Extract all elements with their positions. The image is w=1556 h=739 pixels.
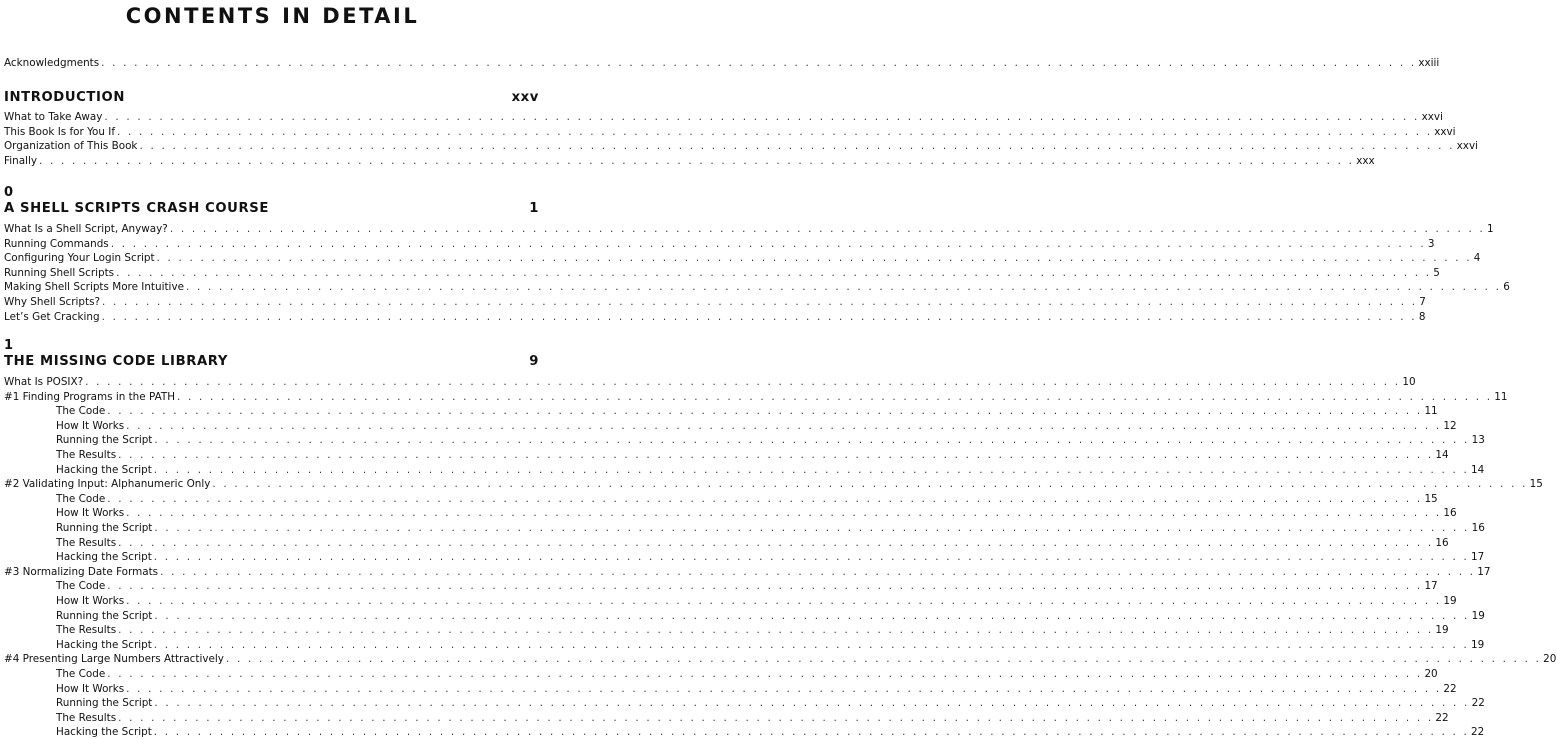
dot-leader: . . . . . . . . . . . . . . . . . . . . . . . . . . . . . . . . . . . . . . . . . . . . . . . . . . . . . . . . . . . . . . . . . . . . . . . . . . . . . . . . . . . . . . . . . . . . . . . . . . . . . . . . . . . . . . . . . . . . . . . . — [212, 478, 1528, 491]
dot-leader: . . . . . . . . . . . . . . . . . . . . . . . . . . . . . . . . . . . . . . . . . . . . . . . . . . . . . . . . . . . . . . . . . . . . . . . . . . . . . . . . . . . . . . . . . . . . . . . . . . . . . . . . . . . . . . . . . . . . . . . . — [156, 252, 1472, 265]
toc-entry[interactable] — [56, 419, 1457, 433]
section-heading-page: 9 — [529, 354, 539, 369]
dot-leader: . . . . . . . . . . . . . . . . . . . . . . . . . . . . . . . . . . . . . . . . . . . . . . . . . . . . . . . . . . . . . . . . . . . . . . . . . . . . . . . . . . . . . . . . . . . . . . . . . . . . . . . . . . . . . . . . . . . . . . . . — [116, 266, 1432, 279]
dot-leader: . . . . . . . . . . . . . . . . . . . . . . . . . . . . . . . . . . . . . . . . . . . . . . . . . . . . . . . . . . . . . . . . . . . . . . . . . . . . . . . . . . . . . . . . . . . . . . . . . . . . . . . . . . . . . . . . . . . . . . . . — [225, 653, 1542, 666]
toc-entry-page: 22 — [1435, 711, 1449, 724]
toc-entry-label: The Code — [56, 492, 106, 505]
toc-entry-label: #4 Presenting Large Numbers Attractively — [4, 653, 224, 666]
dot-leader: . . . . . . . . . . . . . . . . . . . . . . . . . . . . . . . . . . . . . . . . . . . . . . . . . . . . . . . . . . . . . . . . . . . . . . . . . . . . . . . . . . . . . . . . . . . . . . . . . . . . . . . . . . . . . . . . . . . . . . . . — [118, 711, 1434, 724]
toc-entry-label: Making Shell Scripts More Intuitive — [4, 281, 184, 294]
toc-entry[interactable] — [56, 594, 1457, 608]
toc-entry-page: 14 — [1470, 463, 1485, 476]
toc-entry-page: xxx — [1356, 154, 1375, 167]
toc-entry-label: The Results — [56, 624, 117, 637]
toc-entry[interactable] — [4, 266, 1440, 280]
dot-leader: . . . . . . . . . . . . . . . . . . . . . . . . . . . . . . . . . . . . . . . . . . . . . . . . . . . . . . . . . . . . . . . . . . . . . . . . . . . . . . . . . . . . . . . . . . . . . . . . . . . . . . . . . . . . . . . . . . . . . . . . — [185, 281, 1502, 294]
toc-entry[interactable] — [4, 56, 1440, 70]
section-heading[interactable] — [4, 90, 539, 106]
dot-leader: . . . . . . . . . . . . . . . . . . . . . . . . . . . . . . . . . . . . . . . . . . . . . . . . . . . . . . . . . . . . . . . . . . . . . . . . . . . . . . . . . . . . . . . . . . . . . . . . . . . . . . . . . . . . . . . . . . . . . . . . — [153, 551, 1469, 564]
dot-leader: . . . . . . . . . . . . . . . . . . . . . . . . . . . . . . . . . . . . . . . . . . . . . . . . . . . . . . . . . . . . . . . . . . . . . . . . . . . . . . . . . . . . . . . . . . . . . . . . . . . . . . . . . . . . . . . . . . . . . . . . — [139, 140, 1455, 153]
toc-entry[interactable] — [56, 609, 1485, 623]
toc-entry-page: 12 — [1443, 419, 1457, 432]
toc-entry[interactable] — [56, 638, 1485, 652]
chapter-number: 0 — [4, 185, 14, 200]
toc-entry-page: 1 — [1487, 223, 1494, 235]
toc-entry-label: What to Take Away — [4, 111, 103, 123]
dot-leader: . . . . . . . . . . . . . . . . . . . . . . . . . . . . . . . . . . . . . . . . . . . . . . . . . . . . . . . . . . . . . . . . . . . . . . . . . . . . . . . . . . . . . . . . . . . . . . . . . . . . . . . . . . . . . . . . . . . . . . . . — [107, 405, 1423, 418]
toc-entry[interactable] — [4, 125, 1456, 139]
toc-entry-page: 11 — [1494, 390, 1508, 403]
toc-entry-label: What Is POSIX? — [4, 376, 84, 388]
toc-entry-page: 3 — [1427, 237, 1435, 250]
toc-entry-label: Running Commands — [4, 237, 109, 250]
toc-entry[interactable] — [4, 477, 1543, 491]
section-heading[interactable] — [4, 354, 539, 370]
section-heading[interactable] — [4, 201, 539, 217]
toc-entry-label: Finally — [4, 154, 37, 167]
toc-entry-page: 11 — [1424, 405, 1438, 418]
toc-entry-page: 22 — [1471, 697, 1485, 710]
toc-entry-page: 10 — [1402, 376, 1416, 388]
section-heading-page: 1 — [529, 201, 539, 216]
toc-entry[interactable] — [56, 404, 1438, 418]
toc-entry[interactable] — [56, 725, 1485, 739]
dot-leader: . . . . . . . . . . . . . . . . . . . . . . . . . . . . . . . . . . . . . . . . . . . . . . . . . . . . . . . . . . . . . . . . . . . . . . . . . . . . . . . . . . . . . . . . . . . . . . . . . . . . . . . . . . . . . . . . . . . . . . . . — [126, 419, 1442, 432]
dot-leader: . . . . . . . . . . . . . . . . . . . . . . . . . . . . . . . . . . . . . . . . . . . . . . . . . . . . . . . . . . . . . . . . . . . . . . . . . . . . . . . . . . . . . . . . . . . . . . . . . . . . . . . . . . . . . . . . . . . . . . . . — [153, 463, 1469, 476]
toc-entry-label: Hacking the Script — [56, 463, 152, 476]
dot-leader: . . . . . . . . . . . . . . . . . . . . . . . . . . . . . . . . . . . . . . . . . . . . . . . . . . . . . . . . . . . . . . . . . . . . . . . . . . . . . . . . . . . . . . . . . . . . . . . . . . . . . . . . . . . . . . . . . . . . . . . . — [110, 237, 1426, 250]
toc-entry[interactable] — [56, 521, 1485, 535]
toc-entry-label: This Book Is for You If — [4, 125, 116, 138]
toc-entry[interactable] — [4, 222, 1494, 236]
toc-entry[interactable] — [56, 711, 1449, 725]
toc-entry-label: How It Works — [56, 507, 125, 520]
toc-entry-label: How It Works — [56, 682, 125, 695]
toc-entry[interactable] — [4, 251, 1481, 265]
toc-entry-label: #2 Validating Input: Alphanumeric Only — [4, 478, 211, 491]
dot-leader: . . . . . . . . . . . . . . . . . . . . . . . . . . . . . . . . . . . . . . . . . . . . . . . . . . . . . . . . . . . . . . . . . . . . . . . . . . . . . . . . . . . . . . . . . . . . . . . . . . . . . . . . . . . . . . . . . . . . . . . . — [154, 522, 1470, 534]
toc-entry[interactable] — [56, 448, 1449, 462]
dot-leader: . . . . . . . . . . . . . . . . . . . . . . . . . . . . . . . . . . . . . . . . . . . . . . . . . . . . . . . . . . . . . . . . . . . . . . . . . . . . . . . . . . . . . . . . . . . . . . . . . . . . . . . . . . . . . . . . . . . . . . . . — [153, 726, 1469, 739]
toc-entry-label: Hacking the Script — [56, 551, 152, 564]
toc-entry-page: 17 — [1477, 565, 1491, 578]
dot-leader: . . . . . . . . . . . . . . . . . . . . . . . . . . . . . . . . . . . . . . . . . . . . . . . . . . . . . . . . . . . . . . . . . . . . . . . . . . . . . . . . . . . . . . . . . . . . . . . . . . . . . . . . . . . . . . . . . . . . . . . . — [154, 434, 1470, 447]
toc-entry-page: 20 — [1424, 668, 1438, 680]
dot-leader: . . . . . . . . . . . . . . . . . . . . . . . . . . . . . . . . . . . . . . . . . . . . . . . . . . . . . . . . . . . . . . . . . . . . . . . . . . . . . . . . . . . . . . . . . . . . . . . . . . . . . . . . . . . . . . . . . . . . . . . . — [107, 668, 1423, 680]
toc-entry[interactable] — [4, 280, 1510, 294]
dot-leader: . . . . . . . . . . . . . . . . . . . . . . . . . . . . . . . . . . . . . . . . . . . . . . . . . . . . . . . . . . . . . . . . . . . . . . . . . . . . . . . . . . . . . . . . . . . . . . . . . . . . . . . . . . . . . . . . . . . . . . . . — [118, 449, 1434, 461]
toc-entry-label: The Results — [56, 449, 117, 461]
dot-leader: . . . . . . . . . . . . . . . . . . . . . . . . . . . . . . . . . . . . . . . . . . . . . . . . . . . . . . . . . . . . . . . . . . . . . . . . . . . . . . . . . . . . . . . . . . . . . . . . . . . . . . . . . . . . . . . . . . . . . . . . — [154, 697, 1470, 710]
toc-entry-label: Running the Script — [56, 609, 153, 622]
toc-entry-page: 19 — [1443, 595, 1457, 607]
dot-leader: . . . . . . . . . . . . . . . . . . . . . . . . . . . . . . . . . . . . . . . . . . . . . . . . . . . . . . . . . . . . . . . . . . . . . . . . . . . . . . . . . . . . . . . . . . . . . . . . . . . . . . . . . . . . . . . . . . . . . . . . — [118, 536, 1434, 549]
dot-leader: . . . . . . . . . . . . . . . . . . . . . . . . . . . . . . . . . . . . . . . . . . . . . . . . . . . . . . . . . . . . . . . . . . . . . . . . . . . . . . . . . . . . . . . . . . . . . . . . . . . . . . . . . . . . . . . . . . . . . . . . — [101, 310, 1417, 323]
toc-entry-page: xxvi — [1421, 111, 1443, 123]
toc-entry-page: 8 — [1418, 310, 1426, 323]
toc-entry-label: #3 Normalizing Date Formats — [4, 565, 159, 578]
dot-leader: . . . . . . . . . . . . . . . . . . . . . . . . . . . . . . . . . . . . . . . . . . . . . . . . . . . . . . . . . . . . . . . . . . . . . . . . . . . . . . . . . . . . . . . . . . . . . . . . . . . . . . . . . . . . . . . . . . . . . . . . — [85, 376, 1401, 388]
toc-entry-label: The Results — [56, 536, 117, 549]
toc-entry[interactable] — [4, 110, 1443, 124]
toc-entry[interactable] — [4, 295, 1426, 309]
dot-leader: . . . . . . . . . . . . . . . . . . . . . . . . . . . . . . . . . . . . . . . . . . . . . . . . . . . . . . . . . . . . . . . . . . . . . . . . . . . . . . . . . . . . . . . . . . . . . . . . . . . . . . . . . . . . . . . . . . . . . . . . — [154, 609, 1470, 622]
toc-entry[interactable] — [4, 565, 1491, 579]
section-heading-page: xxv — [511, 90, 539, 105]
toc-entry[interactable] — [4, 390, 1508, 404]
toc-entry-label: The Results — [56, 711, 117, 724]
toc-entry-page: 16 — [1471, 522, 1485, 534]
dot-leader: . . . . . . . . . . . . . . . . . . . . . . . . . . . . . . . . . . . . . . . . . . . . . . . . . . . . . . . . . . . . . . . . . . . . . . . . . . . . . . . . . . . . . . . . . . . . . . . . . . . . . . . . . . . . . . . . . . . . . . . . — [102, 296, 1418, 308]
dot-leader: . . . . . . . . . . . . . . . . . . . . . . . . . . . . . . . . . . . . . . . . . . . . . . . . . . . . . . . . . . . . . . . . . . . . . . . . . . . . . . . . . . . . . . . . . . . . . . . . . . . . . . . . . . . . . . . . . . . . . . . . — [177, 390, 1493, 403]
chapter-number: 1 — [4, 338, 14, 353]
toc-entry[interactable] — [56, 492, 1438, 506]
toc-entry-page: 17 — [1470, 551, 1485, 564]
dot-leader: . . . . . . . . . . . . . . . . . . . . . . . . . . . . . . . . . . . . . . . . . . . . . . . . . . . . . . . . . . . . . . . . . . . . . . . . . . . . . . . . . . . . . . . . . . . . . . . . . . . . . . . . . . . . . . . . . . . . . . . . — [126, 682, 1442, 695]
toc-entry[interactable] — [4, 139, 1478, 153]
toc-entry-page: 13 — [1471, 434, 1485, 447]
toc-entry[interactable] — [56, 433, 1485, 447]
toc-entry-label: What Is a Shell Script, Anyway? — [4, 223, 168, 235]
toc-entry-page: 17 — [1424, 580, 1438, 593]
toc-entry-label: How It Works — [56, 419, 125, 432]
toc-entry-page: 22 — [1443, 682, 1457, 695]
toc-entry[interactable] — [4, 237, 1435, 251]
toc-entry-page: 16 — [1435, 536, 1449, 549]
toc-entry[interactable] — [56, 550, 1485, 564]
toc-entry-label: #1 Finding Programs in the PATH — [4, 390, 176, 403]
dot-leader: . . . . . . . . . . . . . . . . . . . . . . . . . . . . . . . . . . . . . . . . . . . . . . . . . . . . . . . . . . . . . . . . . . . . . . . . . . . . . . . . . . . . . . . . . . . . . . . . . . . . . . . . . . . . . . . . . . . . . . . . — [153, 638, 1469, 651]
toc-entry-page: 5 — [1433, 266, 1440, 279]
toc-entry-label: The Code — [56, 405, 106, 418]
toc-entry-page: 15 — [1424, 492, 1438, 505]
toc-entry-label: Hacking the Script — [56, 638, 152, 651]
dot-leader: . . . . . . . . . . . . . . . . . . . . . . . . . . . . . . . . . . . . . . . . . . . . . . . . . . . . . . . . . . . . . . . . . . . . . . . . . . . . . . . . . . . . . . . . . . . . . . . . . . . . . . . . . . . . . . . . . . . . . . . . — [107, 580, 1423, 593]
toc-entry-label: Hacking the Script — [56, 726, 152, 739]
toc-entry[interactable] — [56, 696, 1485, 710]
toc-entry-label: The Code — [56, 580, 106, 593]
toc-entry-page: 4 — [1473, 252, 1481, 265]
toc-entry[interactable] — [56, 579, 1438, 593]
dot-leader: . . . . . . . . . . . . . . . . . . . . . . . . . . . . . . . . . . . . . . . . . . . . . . . . . . . . . . . . . . . . . . . . . . . . . . . . . . . . . . . . . . . . . . . . . . . . . . . . . . . . . . . . . . . . . . . . . . . . . . . . — [126, 595, 1442, 607]
dot-leader: . . . . . . . . . . . . . . . . . . . . . . . . . . . . . . . . . . . . . . . . . . . . . . . . . . . . . . . . . . . . . . . . . . . . . . . . . . . . . . . . . . . . . . . . . . . . . . . . . . . . . . . . . . . . . . . . . . . . . . . . — [38, 154, 1355, 167]
toc-entry-page: 6 — [1503, 281, 1510, 294]
toc-entry-label: How It Works — [56, 595, 125, 607]
section-heading-title: INTRODUCTION — [4, 90, 125, 105]
toc-entry-page: 15 — [1529, 478, 1543, 491]
toc-entry[interactable] — [4, 154, 1375, 168]
toc-entry[interactable] — [56, 536, 1449, 550]
toc-entry[interactable] — [56, 682, 1457, 696]
toc-entry-label: Let’s Get Cracking — [4, 310, 100, 323]
toc-entry-page: 7 — [1419, 296, 1426, 308]
toc-entry-page: xxiii — [1418, 57, 1440, 69]
toc-entry-page: 19 — [1471, 609, 1485, 622]
section-heading-title: THE MISSING CODE LIBRARY — [4, 354, 228, 369]
toc-entry-page: xxvi — [1456, 140, 1478, 153]
toc-entry-page: 22 — [1470, 726, 1485, 739]
toc-entry-label: Acknowledgments — [4, 57, 100, 69]
toc-entry-page: 20 — [1543, 653, 1556, 666]
toc-entry-label: Running Shell Scripts — [4, 266, 115, 279]
dot-leader: . . . . . . . . . . . . . . . . . . . . . . . . . . . . . . . . . . . . . . . . . . . . . . . . . . . . . . . . . . . . . . . . . . . . . . . . . . . . . . . . . . . . . . . . . . . . . . . . . . . . . . . . . . . . . . . . . . . . . . . . — [160, 565, 1476, 578]
toc-entry-page: xxvi — [1434, 125, 1456, 138]
toc-entry[interactable] — [4, 375, 1416, 389]
dot-leader: . . . . . . . . . . . . . . . . . . . . . . . . . . . . . . . . . . . . . . . . . . . . . . . . . . . . . . . . . . . . . . . . . . . . . . . . . . . . . . . . . . . . . . . . . . . . . . . . . . . . . . . . . . . . . . . . . . . . . . . . — [107, 492, 1423, 505]
dot-leader: . . . . . . . . . . . . . . . . . . . . . . . . . . . . . . . . . . . . . . . . . . . . . . . . . . . . . . . . . . . . . . . . . . . . . . . . . . . . . . . . . . . . . . . . . . . . . . . . . . . . . . . . . . . . . . . . . . . . . . . . — [118, 624, 1434, 637]
toc-entry-label: Configuring Your Login Script — [4, 252, 155, 265]
page-title: CONTENTS IN DETAIL — [125, 4, 420, 28]
toc-entry[interactable] — [4, 310, 1426, 324]
toc-entry-label: The Code — [56, 668, 106, 680]
toc-entry-page: 16 — [1443, 507, 1457, 520]
toc-entry-label: Why Shell Scripts? — [4, 296, 101, 308]
toc-entry-page: 19 — [1435, 624, 1449, 637]
toc-entry[interactable] — [56, 506, 1457, 520]
toc-entry[interactable] — [56, 623, 1449, 637]
dot-leader: . . . . . . . . . . . . . . . . . . . . . . . . . . . . . . . . . . . . . . . . . . . . . . . . . . . . . . . . . . . . . . . . . . . . . . . . . . . . . . . . . . . . . . . . . . . . . . . . . . . . . . . . . . . . . . . . . . . . . . . . — [169, 223, 1486, 235]
toc-entry[interactable] — [4, 652, 1556, 666]
toc-entry[interactable] — [56, 667, 1438, 681]
toc-entry[interactable] — [56, 463, 1485, 477]
toc-entry-page: 14 — [1435, 449, 1449, 461]
toc-entry-label: Running the Script — [56, 522, 153, 534]
toc-entry-label: Running the Script — [56, 434, 153, 447]
toc-entry-page: 19 — [1470, 638, 1485, 651]
section-heading-title: A SHELL SCRIPTS CRASH COURSE — [4, 201, 269, 216]
dot-leader: . . . . . . . . . . . . . . . . . . . . . . . . . . . . . . . . . . . . . . . . . . . . . . . . . . . . . . . . . . . . . . . . . . . . . . . . . . . . . . . . . . . . . . . . . . . . . . . . . . . . . . . . . . . . . . . . . . . . . . . . — [104, 111, 1420, 123]
dot-leader: . . . . . . . . . . . . . . . . . . . . . . . . . . . . . . . . . . . . . . . . . . . . . . . . . . . . . . . . . . . . . . . . . . . . . . . . . . . . . . . . . . . . . . . . . . . . . . . . . . . . . . . . . . . . . . . . . . . . . . . . — [126, 507, 1442, 520]
toc-entry-label: Running the Script — [56, 697, 153, 710]
dot-leader: . . . . . . . . . . . . . . . . . . . . . . . . . . . . . . . . . . . . . . . . . . . . . . . . . . . . . . . . . . . . . . . . . . . . . . . . . . . . . . . . . . . . . . . . . . . . . . . . . . . . . . . . . . . . . . . . . . . . . . . . — [101, 57, 1417, 69]
dot-leader: . . . . . . . . . . . . . . . . . . . . . . . . . . . . . . . . . . . . . . . . . . . . . . . . . . . . . . . . . . . . . . . . . . . . . . . . . . . . . . . . . . . . . . . . . . . . . . . . . . . . . . . . . . . . . . . . . . . . . . . . — [117, 125, 1433, 138]
toc-entry-label: Organization of This Book — [4, 140, 138, 153]
